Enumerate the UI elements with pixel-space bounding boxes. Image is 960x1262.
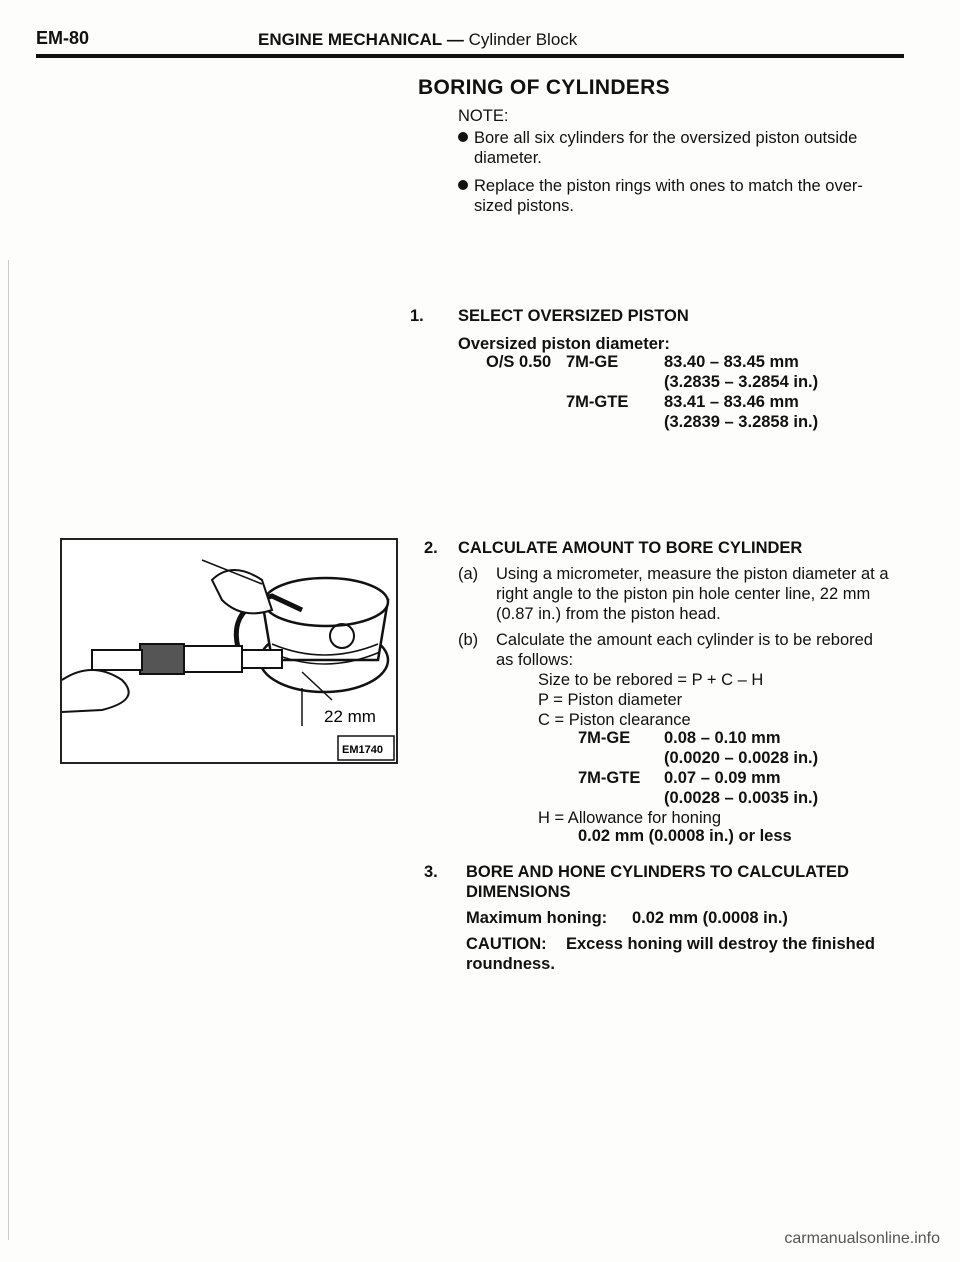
note-bullet-2-line-1: Replace the piston rings with ones to match the over-: [474, 177, 863, 195]
step1-os-label: O/S 0.50: [486, 353, 552, 371]
step1-row2-inch: (3.2839 – 3.2858 in.): [664, 413, 819, 431]
step3-number: 3.: [424, 863, 438, 881]
header-rule: [36, 54, 904, 58]
section-name: ENGINE MECHANICAL: [258, 30, 443, 49]
bullet-icon: [458, 132, 468, 142]
step2-p-def: P = Piston diameter: [538, 691, 683, 709]
clearance-row2-mm: 0.07 – 0.09 mm: [664, 769, 781, 787]
step1-row2-mm: 83.41 – 83.46 mm: [664, 393, 799, 411]
bullet-icon: [458, 180, 468, 190]
step1-number: 1.: [410, 307, 424, 325]
step2-h-def: H = Allowance for honing: [538, 809, 721, 827]
page-code: EM-80: [36, 28, 90, 48]
step2-heading: CALCULATE AMOUNT TO BORE CYLINDER: [458, 539, 803, 557]
step1-row1-model: 7M-GE: [566, 353, 619, 371]
figure-code: EM1740: [342, 744, 383, 756]
step3-heading-line-2: DIMENSIONS: [466, 883, 571, 901]
step1-row1-mm: 83.40 – 83.45 mm: [664, 353, 799, 371]
max-honing-value: 0.02 mm (0.0008 in.): [632, 909, 788, 927]
subsection-name: Cylinder Block: [468, 30, 578, 49]
step2-number: 2.: [424, 539, 438, 557]
step2-a-line-3: (0.87 in.) from the piston head.: [496, 605, 721, 623]
step1-heading: SELECT OVERSIZED PISTON: [458, 307, 689, 325]
note-bullet-1-line-1: Bore all six cylinders for the oversized piston outside: [474, 129, 858, 147]
caution-label: CAUTION:: [466, 935, 547, 953]
step2-b-label: (b): [458, 631, 479, 649]
note-label: NOTE:: [458, 107, 509, 125]
note-bullet-2-line-2: sized pistons.: [474, 197, 574, 215]
dimension-label: 22 mm: [324, 707, 376, 726]
step1-spec-label: Oversized piston diameter:: [458, 335, 670, 353]
note-bullet-1-line-2: diameter.: [474, 149, 542, 167]
page-title: BORING OF CYLINDERS: [418, 76, 670, 99]
step1-row1-inch: (3.2835 – 3.2854 in.): [664, 373, 819, 391]
step2-a-label: (a): [458, 565, 479, 583]
header-title: [258, 30, 577, 50]
step2-c-def: C = Piston clearance: [538, 711, 691, 729]
step2-b-line-1: Calculate the amount each cylinder is to be rebored: [496, 631, 873, 649]
micrometer-illustration: [60, 538, 398, 764]
binding-margin-line: [8, 260, 9, 1240]
step2-a-line-2: right angle to the piston pin hole center line, 22 mm: [496, 585, 871, 603]
step1-row2-model: 7M-GTE: [566, 393, 629, 411]
note-bullet-2: [458, 176, 863, 196]
clearance-row2-model: 7M-GTE: [578, 769, 641, 787]
clearance-row2-inch: (0.0028 – 0.0035 in.): [664, 789, 819, 807]
step2-b-line-2: as follows:: [496, 651, 574, 669]
caution-line-1: Excess honing will destroy the finished: [566, 935, 875, 953]
clearance-row1-model: 7M-GE: [578, 729, 631, 747]
micrometer-piston-figure: [62, 540, 396, 762]
caution-line-2: roundness.: [466, 955, 555, 973]
footer-watermark: carmanualsonline.info: [784, 1230, 940, 1247]
section-separator: —: [446, 30, 464, 49]
clearance-row1-inch: (0.0020 – 0.0028 in.): [664, 749, 819, 767]
note-bullet-1: [458, 128, 857, 148]
step3-heading-line-1: BORE AND HONE CYLINDERS TO CALCULATED: [466, 863, 849, 881]
step2-formula: Size to be rebored = P + C – H: [538, 671, 764, 689]
step2-a-line-1: Using a micrometer, measure the piston diameter at a: [496, 565, 889, 583]
max-honing-label: Maximum honing:: [466, 909, 608, 927]
clearance-row1-mm: 0.08 – 0.10 mm: [664, 729, 781, 747]
step2-h-value: 0.02 mm (0.0008 in.) or less: [578, 827, 792, 845]
